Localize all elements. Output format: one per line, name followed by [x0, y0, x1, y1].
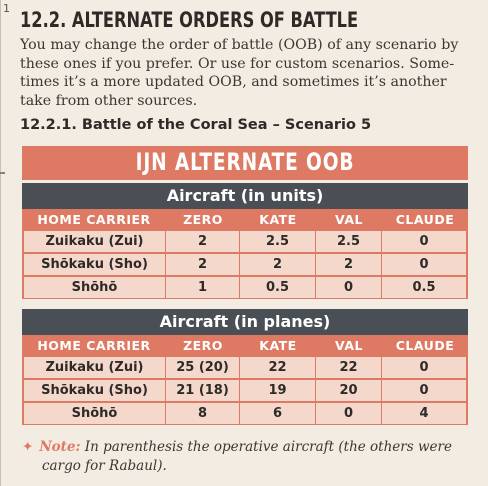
- column-header: ZERO: [183, 338, 223, 353]
- subsection-title: 12.2.1. Battle of the Coral Sea – Scenario 5: [20, 117, 372, 133]
- table-cell: 0: [382, 380, 466, 401]
- column-header: VAL: [335, 338, 363, 353]
- table-cell: 19: [240, 380, 315, 401]
- diamond-bullet-icon: ✦: [22, 439, 34, 455]
- gutter-tick: [0, 172, 5, 174]
- aircraft-planes-table: [22, 309, 468, 425]
- section-title: 12.2. ALTERNATE ORDERS OF BATTLE: [20, 8, 359, 32]
- banner-title: IJN ALTERNATE OOB: [135, 148, 355, 176]
- column-header: ZERO: [183, 212, 223, 227]
- table-cell: 0: [382, 254, 466, 275]
- page-gutter-line: [0, 0, 1, 486]
- table-cell: 2: [240, 254, 315, 275]
- table-cell: 21 (18): [166, 380, 239, 401]
- table-cell: 0.5: [240, 277, 315, 298]
- table-cell: 2: [166, 254, 239, 275]
- column-header: CLAUDE: [395, 338, 455, 353]
- note-text-line1: In parenthesis the operative aircraft (the others were: [84, 439, 452, 455]
- table-cell: 22: [240, 357, 315, 378]
- table-cell: 0: [316, 277, 381, 298]
- table-cell: 0.5: [382, 277, 466, 298]
- column-header: CLAUDE: [395, 212, 455, 227]
- table-cell: 6: [240, 403, 315, 424]
- note-text-line2: cargo for Rabaul).: [42, 458, 167, 474]
- page-number: 1: [3, 2, 10, 15]
- aircraft-units-table: [22, 183, 468, 299]
- table-cell: 8: [166, 403, 239, 424]
- table-cell: 2: [316, 254, 381, 275]
- column-header: HOME CARRIER: [37, 212, 151, 227]
- table-row: [22, 230, 468, 253]
- table-row: [22, 402, 468, 425]
- table-cell: 22: [316, 357, 381, 378]
- column-header: HOME CARRIER: [37, 338, 151, 353]
- table-cell: Zuikaku (Zui): [24, 231, 165, 252]
- table-cell: 25 (20): [166, 357, 239, 378]
- table-title: Aircraft (in units): [22, 183, 468, 209]
- table-row: [22, 253, 468, 276]
- note-label: Note:: [39, 439, 81, 455]
- table-cell: 2.5: [240, 231, 315, 252]
- table-cell: 2.5: [316, 231, 381, 252]
- table-cell: Shōkaku (Sho): [24, 380, 165, 401]
- table-row: [22, 356, 468, 379]
- table-title: Aircraft (in planes): [22, 309, 468, 335]
- table-cell: 4: [382, 403, 466, 424]
- table-cell: Shōhō: [24, 403, 165, 424]
- table-row: [22, 379, 468, 402]
- table-cell: 0: [382, 231, 466, 252]
- table-cell: Shōkaku (Sho): [24, 254, 165, 275]
- column-header: VAL: [335, 212, 363, 227]
- table-cell: 2: [166, 231, 239, 252]
- table-cell: 1: [166, 277, 239, 298]
- column-header: KATE: [259, 212, 297, 227]
- table-column-headers: [22, 209, 468, 230]
- table-cell: Shōhō: [24, 277, 165, 298]
- column-header: KATE: [259, 338, 297, 353]
- table-row: [22, 276, 468, 299]
- section-intro: You may change the order of battle (OOB) of any scenario by these ones if you prefer. Or use for custom scenarios. Some-times it’s a more updated OOB, and sometimes it’s another take from other sources.: [20, 37, 459, 109]
- table-note: [22, 438, 462, 476]
- table-cell: 0: [382, 357, 466, 378]
- table-cell: 0: [316, 403, 381, 424]
- table-cell: 20: [316, 380, 381, 401]
- table-column-headers: [22, 335, 468, 356]
- table-cell: Zuikaku (Zui): [24, 357, 165, 378]
- oob-banner: [22, 146, 468, 180]
